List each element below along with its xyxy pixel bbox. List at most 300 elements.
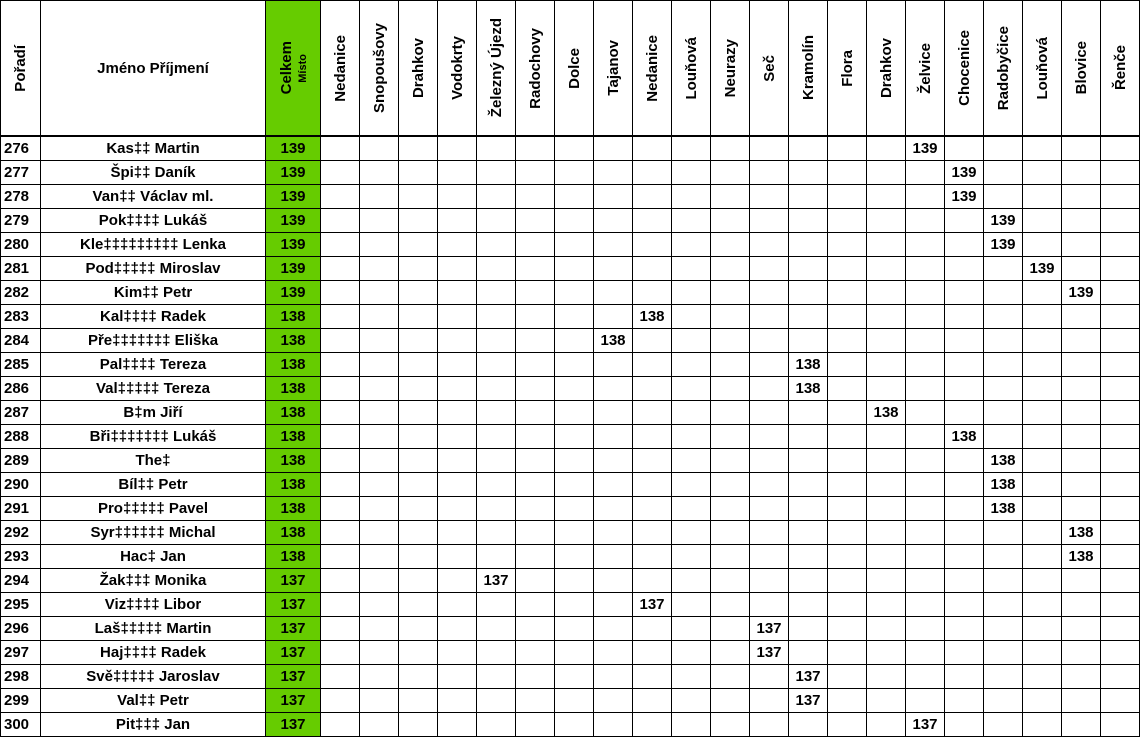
location-cell bbox=[672, 353, 711, 377]
location-cell bbox=[516, 569, 555, 593]
location-cell bbox=[594, 689, 633, 713]
location-header bbox=[516, 1, 555, 137]
table-row bbox=[1, 401, 1140, 425]
location-cell bbox=[906, 233, 945, 257]
location-cell bbox=[711, 233, 750, 257]
location-cell bbox=[984, 401, 1023, 425]
location-cell bbox=[984, 617, 1023, 641]
location-cell bbox=[867, 641, 906, 665]
location-cell: 139 bbox=[984, 209, 1023, 233]
location-header-label: Louňová bbox=[682, 36, 700, 100]
location-cell bbox=[399, 689, 438, 713]
location-cell bbox=[516, 377, 555, 401]
location-cell bbox=[789, 497, 828, 521]
location-cell bbox=[867, 665, 906, 689]
location-cell bbox=[438, 233, 477, 257]
location-cell bbox=[555, 233, 594, 257]
location-cell bbox=[1023, 689, 1062, 713]
location-cell bbox=[516, 689, 555, 713]
location-cell bbox=[672, 449, 711, 473]
location-cell bbox=[438, 353, 477, 377]
rank-cell: 290 bbox=[1, 473, 41, 497]
location-cell bbox=[321, 257, 360, 281]
location-cell bbox=[438, 185, 477, 209]
total-cell: 139 bbox=[266, 185, 321, 209]
location-cell bbox=[828, 185, 867, 209]
location-cell bbox=[750, 305, 789, 329]
location-cell bbox=[867, 257, 906, 281]
location-cell bbox=[828, 545, 867, 569]
location-cell bbox=[399, 617, 438, 641]
location-cell bbox=[555, 641, 594, 665]
location-cell bbox=[321, 569, 360, 593]
location-cell bbox=[1023, 209, 1062, 233]
location-cell bbox=[594, 641, 633, 665]
location-cell bbox=[1062, 257, 1101, 281]
location-cell bbox=[360, 689, 399, 713]
name-cell: Val‡‡ Petr bbox=[41, 689, 266, 713]
location-cell bbox=[828, 665, 867, 689]
table-row bbox=[1, 257, 1140, 281]
location-cell: 138 bbox=[789, 377, 828, 401]
total-cell: 138 bbox=[266, 449, 321, 473]
location-cell bbox=[1023, 665, 1062, 689]
table-row bbox=[1, 281, 1140, 305]
location-cell bbox=[984, 185, 1023, 209]
table-row bbox=[1, 209, 1140, 233]
location-cell bbox=[555, 593, 594, 617]
location-cell bbox=[750, 569, 789, 593]
location-cell bbox=[828, 497, 867, 521]
location-cell bbox=[321, 617, 360, 641]
location-cell bbox=[945, 136, 984, 161]
name-cell: Syr‡‡‡‡‡‡ Michal bbox=[41, 521, 266, 545]
total-cell: 138 bbox=[266, 401, 321, 425]
location-header-label: Drahkov bbox=[409, 37, 427, 99]
location-cell bbox=[1101, 281, 1140, 305]
name-cell: Hac‡ Jan bbox=[41, 545, 266, 569]
rank-cell: 296 bbox=[1, 617, 41, 641]
location-cell bbox=[906, 665, 945, 689]
location-cell bbox=[438, 617, 477, 641]
location-cell bbox=[321, 593, 360, 617]
location-cell bbox=[1062, 425, 1101, 449]
table-row bbox=[1, 497, 1140, 521]
location-cell bbox=[633, 401, 672, 425]
location-cell bbox=[789, 305, 828, 329]
total-header bbox=[266, 1, 321, 137]
location-cell bbox=[399, 305, 438, 329]
location-cell bbox=[594, 713, 633, 737]
location-cell bbox=[1101, 161, 1140, 185]
location-cell: 139 bbox=[984, 233, 1023, 257]
table-row bbox=[1, 641, 1140, 665]
location-cell bbox=[867, 617, 906, 641]
location-cell bbox=[828, 473, 867, 497]
location-cell bbox=[594, 136, 633, 161]
location-cell bbox=[867, 521, 906, 545]
location-header bbox=[360, 1, 399, 137]
location-cell bbox=[750, 136, 789, 161]
location-cell: 137 bbox=[633, 593, 672, 617]
location-cell bbox=[399, 401, 438, 425]
location-cell bbox=[984, 281, 1023, 305]
location-cell bbox=[477, 401, 516, 425]
location-cell bbox=[789, 545, 828, 569]
location-cell bbox=[516, 185, 555, 209]
location-cell bbox=[594, 233, 633, 257]
name-cell: Van‡‡ Václav ml. bbox=[41, 185, 266, 209]
location-cell bbox=[555, 185, 594, 209]
location-cell: 137 bbox=[750, 641, 789, 665]
location-cell bbox=[945, 713, 984, 737]
location-cell bbox=[360, 377, 399, 401]
location-cell bbox=[906, 305, 945, 329]
location-cell bbox=[477, 353, 516, 377]
name-cell: Laš‡‡‡‡‡ Martin bbox=[41, 617, 266, 641]
location-cell: 139 bbox=[1062, 281, 1101, 305]
location-cell bbox=[477, 665, 516, 689]
location-header bbox=[399, 1, 438, 137]
location-cell bbox=[594, 377, 633, 401]
location-cell: 138 bbox=[984, 497, 1023, 521]
location-cell bbox=[672, 641, 711, 665]
location-cell bbox=[906, 689, 945, 713]
location-header bbox=[594, 1, 633, 137]
location-cell bbox=[438, 689, 477, 713]
rank-cell: 293 bbox=[1, 545, 41, 569]
rank-cell: 297 bbox=[1, 641, 41, 665]
location-cell bbox=[399, 233, 438, 257]
location-cell bbox=[1101, 401, 1140, 425]
location-cell bbox=[828, 617, 867, 641]
location-cell: 139 bbox=[1023, 257, 1062, 281]
location-cell bbox=[477, 473, 516, 497]
location-cell bbox=[711, 593, 750, 617]
location-cell bbox=[399, 473, 438, 497]
location-cell bbox=[555, 257, 594, 281]
location-cell bbox=[984, 257, 1023, 281]
location-cell bbox=[711, 161, 750, 185]
location-cell bbox=[672, 329, 711, 353]
total-cell: 138 bbox=[266, 425, 321, 449]
location-header-label: Radochovy bbox=[526, 27, 544, 109]
location-cell: 137 bbox=[750, 617, 789, 641]
location-cell bbox=[360, 473, 399, 497]
location-cell bbox=[867, 593, 906, 617]
location-cell bbox=[984, 545, 1023, 569]
location-cell bbox=[1101, 353, 1140, 377]
location-cell bbox=[672, 136, 711, 161]
location-cell bbox=[906, 281, 945, 305]
location-cell bbox=[555, 305, 594, 329]
table-row bbox=[1, 713, 1140, 737]
location-cell bbox=[477, 689, 516, 713]
location-cell bbox=[321, 161, 360, 185]
header-row bbox=[1, 1, 1140, 137]
location-cell bbox=[1062, 617, 1101, 641]
location-header bbox=[867, 1, 906, 137]
location-cell bbox=[984, 521, 1023, 545]
location-cell bbox=[750, 185, 789, 209]
location-cell bbox=[945, 521, 984, 545]
location-cell bbox=[1062, 473, 1101, 497]
location-cell bbox=[984, 641, 1023, 665]
location-cell bbox=[906, 473, 945, 497]
location-cell bbox=[516, 136, 555, 161]
location-cell bbox=[399, 545, 438, 569]
location-cell bbox=[360, 521, 399, 545]
location-cell bbox=[672, 665, 711, 689]
location-cell bbox=[360, 209, 399, 233]
location-cell bbox=[555, 713, 594, 737]
location-cell bbox=[906, 545, 945, 569]
location-header-label: Želvice bbox=[916, 42, 934, 94]
location-cell bbox=[555, 209, 594, 233]
name-cell: Pit‡‡‡ Jan bbox=[41, 713, 266, 737]
location-cell bbox=[438, 425, 477, 449]
table-row bbox=[1, 161, 1140, 185]
location-cell bbox=[516, 545, 555, 569]
location-cell bbox=[945, 473, 984, 497]
total-header-label: Celkem bbox=[277, 41, 295, 95]
location-cell bbox=[1023, 425, 1062, 449]
location-cell bbox=[477, 161, 516, 185]
location-cell bbox=[1062, 569, 1101, 593]
name-cell: Pře‡‡‡‡‡‡‡ Eliška bbox=[41, 329, 266, 353]
location-cell bbox=[555, 545, 594, 569]
name-cell: Špi‡‡ Daník bbox=[41, 161, 266, 185]
location-header-label: Radobyčice bbox=[994, 25, 1012, 111]
location-cell bbox=[789, 521, 828, 545]
total-cell: 137 bbox=[266, 665, 321, 689]
location-cell bbox=[789, 449, 828, 473]
table-row bbox=[1, 473, 1140, 497]
location-cell bbox=[672, 713, 711, 737]
location-cell bbox=[321, 136, 360, 161]
location-header bbox=[945, 1, 984, 137]
location-cell bbox=[633, 329, 672, 353]
location-header-label: Tajanov bbox=[604, 40, 622, 96]
location-cell bbox=[672, 473, 711, 497]
location-cell bbox=[438, 593, 477, 617]
location-cell bbox=[477, 281, 516, 305]
location-cell bbox=[750, 257, 789, 281]
total-cell: 139 bbox=[266, 209, 321, 233]
location-cell bbox=[555, 353, 594, 377]
location-cell bbox=[1023, 401, 1062, 425]
total-cell: 137 bbox=[266, 641, 321, 665]
location-header-label: Nedanice bbox=[643, 34, 661, 102]
location-cell bbox=[321, 305, 360, 329]
location-cell bbox=[516, 257, 555, 281]
location-cell bbox=[633, 449, 672, 473]
location-cell bbox=[516, 329, 555, 353]
table-row bbox=[1, 136, 1140, 161]
location-cell bbox=[1101, 136, 1140, 161]
location-cell bbox=[750, 449, 789, 473]
location-cell bbox=[828, 569, 867, 593]
location-cell bbox=[828, 521, 867, 545]
location-cell bbox=[711, 185, 750, 209]
name-cell: Pod‡‡‡‡‡ Miroslav bbox=[41, 257, 266, 281]
location-cell bbox=[1101, 185, 1140, 209]
location-cell bbox=[516, 233, 555, 257]
location-cell bbox=[1101, 257, 1140, 281]
location-cell bbox=[555, 329, 594, 353]
location-cell bbox=[399, 521, 438, 545]
table-row bbox=[1, 353, 1140, 377]
location-cell bbox=[438, 665, 477, 689]
location-cell bbox=[984, 665, 1023, 689]
total-cell: 137 bbox=[266, 569, 321, 593]
location-cell bbox=[633, 377, 672, 401]
location-cell bbox=[672, 305, 711, 329]
location-cell bbox=[828, 281, 867, 305]
location-header-label: Neurazy bbox=[721, 38, 739, 98]
location-cell bbox=[1062, 713, 1101, 737]
table-row bbox=[1, 233, 1140, 257]
location-cell bbox=[360, 233, 399, 257]
location-cell bbox=[555, 136, 594, 161]
rank-cell: 277 bbox=[1, 161, 41, 185]
location-cell bbox=[828, 136, 867, 161]
table-row bbox=[1, 617, 1140, 641]
location-cell bbox=[750, 689, 789, 713]
location-cell bbox=[594, 521, 633, 545]
location-cell bbox=[399, 329, 438, 353]
location-cell bbox=[711, 377, 750, 401]
total-cell: 137 bbox=[266, 617, 321, 641]
location-cell bbox=[945, 545, 984, 569]
location-cell bbox=[633, 617, 672, 641]
location-cell: 138 bbox=[1062, 521, 1101, 545]
total-cell: 138 bbox=[266, 521, 321, 545]
location-cell bbox=[321, 713, 360, 737]
location-cell bbox=[516, 521, 555, 545]
location-cell bbox=[399, 665, 438, 689]
location-cell bbox=[711, 401, 750, 425]
location-cell bbox=[906, 521, 945, 545]
location-cell bbox=[321, 497, 360, 521]
location-cell bbox=[906, 353, 945, 377]
location-cell bbox=[321, 329, 360, 353]
location-cell bbox=[477, 545, 516, 569]
location-cell bbox=[477, 521, 516, 545]
rank-cell: 283 bbox=[1, 305, 41, 329]
location-cell bbox=[750, 665, 789, 689]
location-cell bbox=[399, 136, 438, 161]
location-cell bbox=[1023, 377, 1062, 401]
location-cell bbox=[945, 281, 984, 305]
location-cell bbox=[1023, 136, 1062, 161]
location-cell: 138 bbox=[867, 401, 906, 425]
name-cell: Kal‡‡‡‡ Radek bbox=[41, 305, 266, 329]
location-cell bbox=[438, 377, 477, 401]
location-cell bbox=[867, 281, 906, 305]
location-header bbox=[438, 1, 477, 137]
location-cell bbox=[945, 209, 984, 233]
location-cell bbox=[399, 257, 438, 281]
total-cell: 138 bbox=[266, 497, 321, 521]
location-cell bbox=[1062, 353, 1101, 377]
location-cell bbox=[477, 257, 516, 281]
location-cell bbox=[672, 593, 711, 617]
location-cell bbox=[360, 161, 399, 185]
location-cell bbox=[711, 689, 750, 713]
location-header bbox=[984, 1, 1023, 137]
location-cell bbox=[750, 353, 789, 377]
table-row bbox=[1, 569, 1140, 593]
table-row bbox=[1, 545, 1140, 569]
location-cell bbox=[711, 497, 750, 521]
location-cell bbox=[555, 161, 594, 185]
location-cell bbox=[594, 473, 633, 497]
location-header-label: Flora bbox=[838, 49, 856, 87]
location-cell bbox=[1062, 233, 1101, 257]
location-cell bbox=[516, 305, 555, 329]
location-cell bbox=[750, 713, 789, 737]
total-cell: 137 bbox=[266, 689, 321, 713]
location-cell bbox=[594, 209, 633, 233]
location-cell bbox=[789, 209, 828, 233]
location-cell bbox=[828, 161, 867, 185]
location-cell bbox=[1101, 593, 1140, 617]
location-cell bbox=[555, 521, 594, 545]
rank-cell: 285 bbox=[1, 353, 41, 377]
location-cell bbox=[1023, 617, 1062, 641]
location-cell: 138 bbox=[633, 305, 672, 329]
location-cell bbox=[828, 449, 867, 473]
location-cell bbox=[1062, 161, 1101, 185]
location-header-label: Řenče bbox=[1111, 45, 1129, 91]
location-cell bbox=[1062, 593, 1101, 617]
location-cell bbox=[360, 425, 399, 449]
location-cell bbox=[945, 665, 984, 689]
location-cell bbox=[867, 185, 906, 209]
location-cell bbox=[594, 449, 633, 473]
location-cell bbox=[633, 497, 672, 521]
rank-cell: 276 bbox=[1, 136, 41, 161]
location-cell bbox=[438, 497, 477, 521]
total-cell: 139 bbox=[266, 136, 321, 161]
location-cell bbox=[633, 353, 672, 377]
location-cell bbox=[945, 329, 984, 353]
location-cell bbox=[321, 185, 360, 209]
rank-cell: 281 bbox=[1, 257, 41, 281]
location-header bbox=[633, 1, 672, 137]
location-cell: 138 bbox=[984, 473, 1023, 497]
location-cell bbox=[438, 161, 477, 185]
table-row bbox=[1, 449, 1140, 473]
location-cell bbox=[945, 257, 984, 281]
location-cell bbox=[438, 545, 477, 569]
location-cell bbox=[1101, 665, 1140, 689]
location-cell bbox=[945, 401, 984, 425]
rank-cell: 282 bbox=[1, 281, 41, 305]
name-cell: Žak‡‡‡ Monika bbox=[41, 569, 266, 593]
location-cell bbox=[438, 281, 477, 305]
table-body bbox=[1, 136, 1140, 737]
rank-cell: 286 bbox=[1, 377, 41, 401]
location-cell bbox=[516, 401, 555, 425]
location-cell: 138 bbox=[945, 425, 984, 449]
location-cell bbox=[438, 401, 477, 425]
location-cell bbox=[594, 569, 633, 593]
location-cell bbox=[828, 305, 867, 329]
rank-cell: 288 bbox=[1, 425, 41, 449]
rank-cell: 295 bbox=[1, 593, 41, 617]
